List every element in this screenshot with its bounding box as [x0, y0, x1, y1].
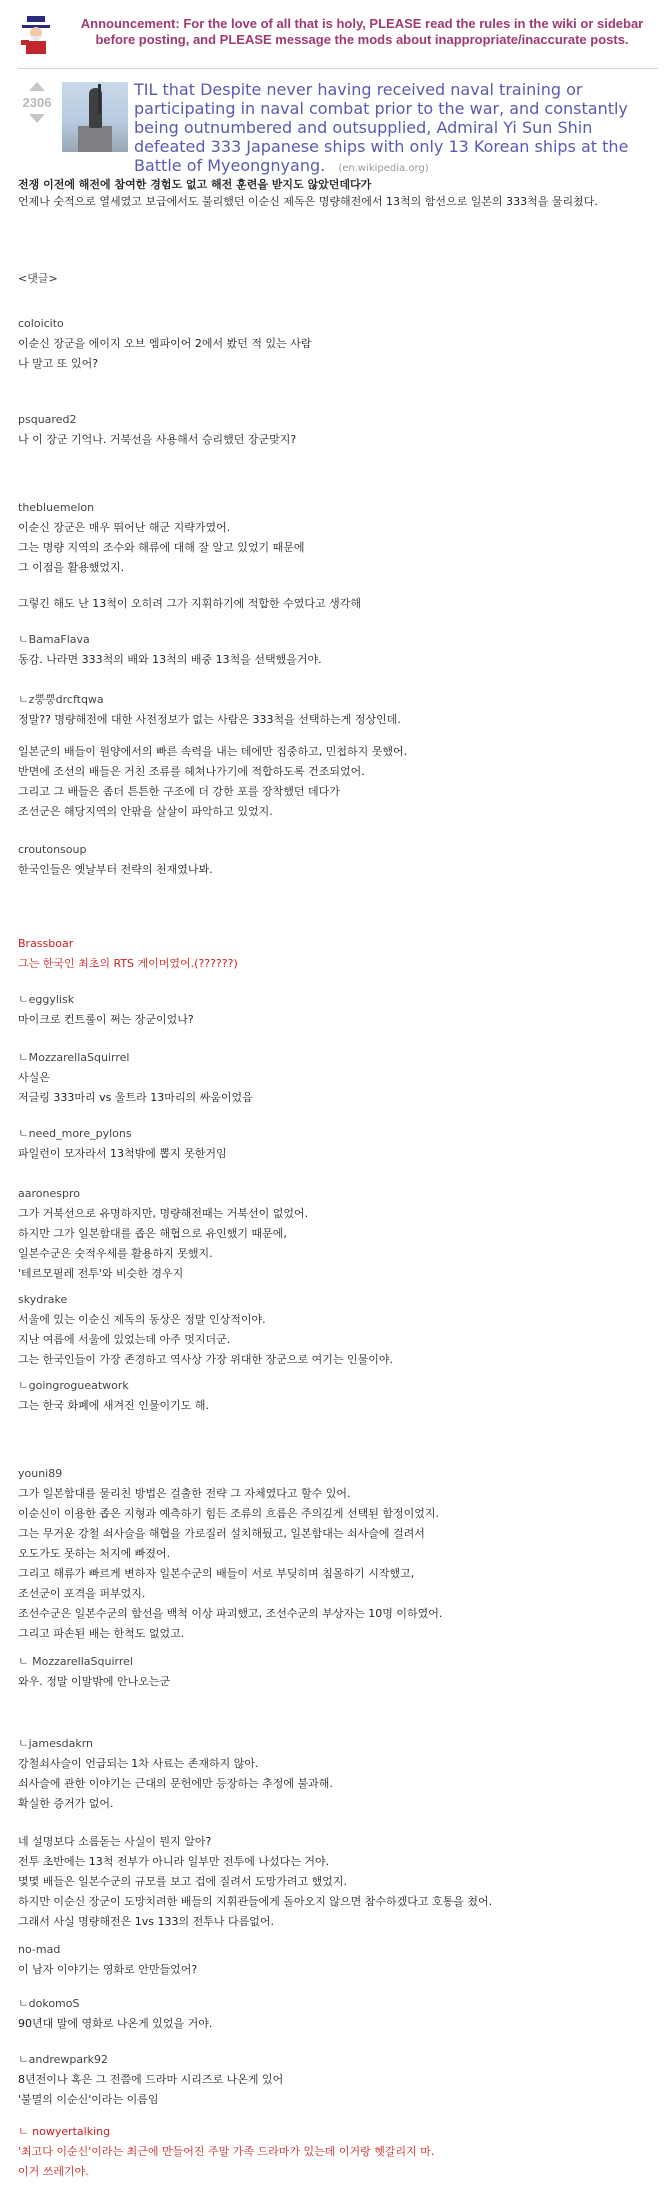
comment-line: 8년전이나 혹은 그 전쯤에 드라마 시리즈로 나온게 있어: [18, 2073, 284, 2086]
comment: [18, 1290, 658, 1370]
post-score: 2306: [22, 95, 52, 110]
comment-line: 이 남자 이야기는 영화로 안만들었어?: [18, 1963, 198, 1976]
comment-line: 그는 무거운 강철 쇠사슬을 해협을 가로질러 설치해뒀고, 일본함대는 쇠사슬에 걸려서: [18, 1527, 425, 1540]
statue-sword: [98, 84, 101, 114]
comment: [18, 1940, 658, 1980]
post-thumbnail[interactable]: [62, 82, 128, 152]
comment-username[interactable]: aaronespro: [18, 1187, 80, 1200]
comment-username[interactable]: coloicito: [18, 317, 64, 330]
comment-line: 그리고 해류가 빠르게 변하자 일본수군의 배들이 서로 부딪히며 침몰하기 시작했고,: [18, 1567, 415, 1580]
comment: [18, 1994, 658, 2034]
comment-line: 그는 한국 화폐에 새겨진 인물이기도 해.: [18, 1399, 209, 1412]
comment-line: 그는 명량 지역의 조수와 해류에 대해 잘 알고 있었기 때문에: [18, 541, 305, 554]
comment: [18, 990, 658, 1030]
comment: [18, 1464, 658, 1644]
comment: [18, 690, 658, 822]
comment-line: 정말?? 명량해전에 대한 사전정보가 없는 사람은 333척을 선택하는게 정상인데.: [18, 713, 401, 726]
comment-line: 그리고 그 배들은 좀더 튼튼한 구조에 더 강한 포를 장착했던 데다가: [18, 785, 340, 798]
comment-username[interactable]: ㄴdokomoS: [18, 1997, 80, 2010]
comment-line: 일본수군은 숫적우세를 활용하지 못했지.: [18, 1247, 213, 1260]
comment-username[interactable]: ㄴgoingroguеatwork: [18, 1379, 129, 1392]
comment-line: 나 이 장군 기억나. 거북선을 사용해서 승리했던 장군맞지?: [18, 433, 297, 446]
comment-line: 와우. 정말 이말밖에 안나오는군: [18, 1675, 171, 1688]
comment-line: [18, 730, 658, 742]
comment-line: 서울에 있는 이순신 제독의 동상은 정말 인상적이야.: [18, 1313, 266, 1326]
comment-line: [18, 578, 658, 594]
comment-line: '불멸의 이순신'이라는 이름임: [18, 2093, 159, 2106]
comment-username[interactable]: ㄴ MozzarellaSquirrel: [18, 1655, 133, 1668]
upvote-arrow-icon[interactable]: [29, 82, 45, 91]
comment-line: 그렇긴 해도 난 13척이 오히려 그가 지휘하기에 적합한 수였다고 생각해: [18, 597, 361, 610]
announcement-bar: [0, 0, 672, 64]
comment-line: [18, 1814, 658, 1832]
comment-line: 그가 거북선으로 유명하지만, 명량해전때는 거북선이 없었어.: [18, 1207, 309, 1220]
comment-username[interactable]: skydrake: [18, 1293, 68, 1306]
comment-line: 나 말고 또 있어?: [18, 357, 99, 370]
comment: [18, 1048, 658, 1108]
comment-username[interactable]: ㄴz뿡뿡drcftqwa: [18, 693, 104, 706]
comment-line: 조선수군은 일본수군의 함선을 백척 이상 파괴했고, 조선수군의 부상자는 10명 이하였어.: [18, 1607, 443, 1620]
comment-username[interactable]: ㄴMozzarellaSquirrel: [18, 1051, 130, 1064]
summary-line-2: 언제나 숫적으로 열세였고 보급에서도 불리했던 이순신 제독은 명량해전에서 13척의 함선으로 일본의 333척을 물리쳤다.: [18, 195, 598, 208]
comment: [18, 1376, 658, 1416]
comment: [18, 1124, 658, 1164]
comment-line: 그래서 사실 명량해전은 1vs 133의 전투나 다름없어.: [18, 1915, 274, 1928]
comment-line: '테르모필레 전투'와 비슷한 경우지: [18, 1267, 184, 1280]
comment: [18, 2122, 658, 2182]
comment-username[interactable]: no-mad: [18, 1943, 61, 1956]
comment-line: 한국인들은 옛날부터 전략의 천재였나봐.: [18, 863, 213, 876]
comment-line: 지난 여름에 서울에 있었는데 아주 멋지더군.: [18, 1333, 231, 1346]
post-entry: [0, 76, 672, 176]
comment-line: 쇠사슬에 관한 이야기는 근대의 문헌에만 등장하는 추정에 불과해.: [18, 1777, 333, 1790]
comment-line: 일본군의 배들이 원양에서의 빠른 속력을 내는 데에만 집중하고, 민첩하지 못했어.: [18, 745, 408, 758]
comment-line: 전투 초반에는 13척 전부가 아니라 일부만 전투에 나섰다는 거야.: [18, 1855, 330, 1868]
comment-line: 동감. 나라면 333척의 배와 13척의 배중 13척을 선택했을거야.: [18, 653, 322, 666]
comment-line: 조선군이 포격을 퍼부었지.: [18, 1587, 146, 1600]
comment-line: 그는 한국인 최초의 RTS 게이머였어.(??????): [18, 957, 238, 970]
post-title[interactable]: [134, 80, 662, 178]
comment-line: 그가 일본함대를 물리친 방법은 걸출한 전략 그 자체였다고 할수 있어.: [18, 1487, 351, 1500]
comment-line: '최고다 이순신'이라는 최근에 만들어진 주말 가족 드라마가 있는데 이거랑 헷갈리지 마.: [18, 2145, 435, 2158]
comment: [18, 410, 658, 450]
comment-line: 몇몇 배들은 일본수군의 규모를 보고 겁에 질려서 도망가려고 했었지.: [18, 1875, 347, 1888]
downvote-arrow-icon[interactable]: [29, 114, 45, 123]
post-summary: [18, 176, 658, 210]
comment: [18, 2050, 658, 2110]
comment-line: 이순신 장군을 에이지 오브 엠파이어 2에서 봤던 적 있는 사람: [18, 337, 312, 350]
comment-line: 이순신 장군은 매우 뛰어난 해군 지략가였어.: [18, 521, 231, 534]
comment-line: 조선군은 해당지역의 안팎을 살살이 파악하고 있었지.: [18, 805, 273, 818]
comment-line: 그 이점을 활용했었지.: [18, 561, 125, 574]
comment: [18, 1734, 658, 1932]
summary-line-1: 전쟁 이전에 해전에 참여한 경험도 없고 해전 훈련을 받지도 않았던데다가: [18, 178, 372, 191]
comment: [18, 840, 658, 880]
comment-line: 확실한 증거가 없어.: [18, 1797, 114, 1810]
comment-line: 파일런이 모자라서 13척밖에 뽑지 못한거임: [18, 1147, 227, 1160]
comment-line: 그는 한국인들이 가장 존경하고 역사상 가장 위대한 장군으로 여기는 인물이야.: [18, 1353, 393, 1366]
comment-username[interactable]: ㄴeggylisk: [18, 993, 75, 1006]
comment-line: 이거 쓰레기야.: [18, 2165, 89, 2178]
comment-username[interactable]: thebluemelon: [18, 501, 95, 514]
comment-username[interactable]: Brassboar: [18, 937, 74, 950]
statue-pedestal: [78, 126, 112, 152]
post-domain[interactable]: (en.wikipedia.org): [338, 163, 429, 174]
comment-username[interactable]: psquared2: [18, 413, 77, 426]
comment-username[interactable]: croutonsoup: [18, 843, 87, 856]
comment-line: 마이크로 컨트롤이 쩌는 장군이었나?: [18, 1013, 194, 1026]
comment-line: 하지만 이순신 장군이 도망치려한 배들의 지휘관들에게 돌아오지 않으면 참수하겠다고 호통을 쳤어.: [18, 1895, 493, 1908]
uncle-sam-avatar-icon: [18, 14, 54, 54]
comment-line: 90년대 말에 영화로 나온게 있었을 거야.: [18, 2017, 213, 2030]
comment-username[interactable]: ㄴandrewpark92: [18, 2053, 108, 2066]
comment-line: 사실은: [18, 1071, 50, 1084]
divider: [18, 68, 658, 69]
vote-box: [14, 82, 60, 123]
comment-username[interactable]: ㄴBamaFlava: [18, 633, 90, 646]
comment-line: 오도가도 못하는 처지에 빠졌어.: [18, 1547, 171, 1560]
comment-line: 하지만 그가 일본함대를 좁은 해협으로 유인했기 때문에,: [18, 1227, 287, 1240]
comment-username[interactable]: ㄴjamesdakrn: [18, 1737, 94, 1750]
comment-username[interactable]: ㄴ nowyertalking: [18, 2125, 111, 2138]
comment-line: 저글링 333마리 vs 울트라 13마리의 싸움이었음: [18, 1091, 253, 1104]
comment-line: 그리고 파손된 배는 한척도 없었고.: [18, 1627, 185, 1640]
comment: [18, 314, 658, 374]
comment: [18, 1184, 658, 1284]
comment-line: 네 설명보다 소름돋는 사실이 뭔지 알아?: [18, 1835, 212, 1848]
announcement-text: Announcement: For the love of all that is holy, PLEASE read the rules in the wiki or sidebar before posting, and PLEASE message the mods about inappropriate/inaccurate posts.: [80, 16, 644, 47]
comment: [18, 934, 658, 974]
comment-line: 반면에 조선의 배들은 거친 조류를 헤쳐나가기에 적합하도록 건조되었어.: [18, 765, 365, 778]
comment: [18, 498, 658, 614]
comment-username[interactable]: youni89: [18, 1467, 63, 1480]
post-title-text[interactable]: TIL that Despite never having received naval training or participating in naval combat prior to the war, and constantly being outnumbered and outsupplied, Admiral Yi Sun Shin defeated 333 Japanese ships with only 13 Korean ships at the Battle of Myeongnyang.: [134, 80, 629, 175]
comment: [18, 630, 658, 670]
comment-line: 강철쇠사슬이 언급되는 1차 사료는 존재하지 않아.: [18, 1757, 259, 1770]
comment-username[interactable]: ㄴneed_more_pylons: [18, 1127, 132, 1140]
comment: [18, 1652, 658, 1692]
comments-tag: <댓글>: [18, 272, 58, 285]
comment-line: 이순신이 이용한 좁은 지형과 예측하기 힘든 조류의 흐름은 주의깊게 선택된 함정이었지.: [18, 1507, 439, 1520]
